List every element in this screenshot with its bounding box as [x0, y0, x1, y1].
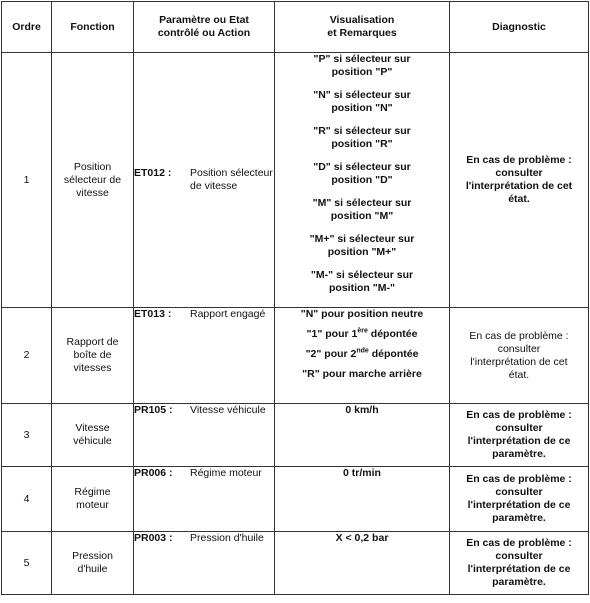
param-code: PR003 :	[134, 532, 173, 544]
vis-second-sup: nde	[356, 347, 369, 355]
header-ordre: Ordre	[2, 2, 52, 53]
param-text: Rapport engagé	[190, 308, 266, 320]
param-text: Régime moteur	[190, 467, 262, 479]
header-fonction: Fonction	[52, 2, 134, 53]
row-fonction-text: Position sélecteur de vitesse	[63, 160, 122, 199]
param-text: Vitesse véhicule	[190, 404, 266, 416]
header-diagnostic: Diagnostic	[450, 2, 589, 53]
table-row	[2, 53, 589, 308]
row-fonction	[52, 467, 134, 532]
row-diagnostic	[450, 532, 589, 595]
row-parametre	[134, 467, 275, 532]
row-diagnostic-text: En cas de problème : consulter l'interprétation de ce paramètre.	[466, 473, 572, 524]
row-visualisation	[275, 308, 450, 404]
vis-line-mplus: "M+" si sélecteur sur position "M+"	[309, 233, 415, 258]
row-parametre	[134, 532, 275, 595]
header-visualisation	[275, 2, 450, 53]
table-row	[2, 404, 589, 467]
row-fonction	[52, 308, 134, 404]
vis-first-sup: ère	[357, 327, 368, 335]
vis-line-m: "M" si sélecteur sur position "M"	[312, 197, 412, 222]
param-code: ET012 :	[134, 167, 172, 179]
row-ordre: 1	[2, 53, 52, 308]
row-diagnostic-text: En cas de problème : consulter l'interprétation de cet état.	[469, 329, 569, 381]
row-fonction-text: Régime moteur	[74, 486, 111, 511]
vis-line-d: "D" si sélecteur sur position "D"	[313, 161, 411, 186]
vis-line-n: "N" si sélecteur sur position "N"	[313, 89, 411, 114]
row-ordre: 2	[2, 308, 52, 404]
header-parametre	[134, 2, 275, 53]
row-parametre	[134, 404, 275, 467]
vis-line-p: "P" si sélecteur sur position "P"	[313, 53, 411, 78]
param-text: Position sélecteur de vitesse	[190, 167, 273, 192]
row-parametre	[134, 53, 275, 308]
vis-first-pre: "1" pour 1	[306, 328, 358, 340]
table-row	[2, 308, 589, 404]
row-visualisation: 0 tr/min	[275, 467, 450, 532]
row-ordre: 3	[2, 404, 52, 467]
header-visualisation-text: Visualisation et Remarques	[327, 14, 397, 39]
vis-line-mminus: "M-" si sélecteur sur position "M-"	[310, 269, 414, 294]
vis-line-second	[275, 348, 449, 361]
row-fonction	[52, 53, 134, 308]
diagnostic-table	[1, 1, 589, 595]
vis-line-reverse: "R" pour marche arrière	[302, 368, 422, 380]
row-diagnostic	[450, 467, 589, 532]
row-fonction-text: Rapport de boîte de vitesses	[66, 336, 119, 374]
vis-line-first	[275, 328, 449, 341]
row-visualisation	[275, 53, 450, 308]
row-fonction-text: Pression d'huile	[72, 550, 113, 575]
row-diagnostic	[450, 308, 589, 404]
header-row	[2, 2, 589, 53]
table-row	[2, 532, 589, 595]
row-ordre: 5	[2, 532, 52, 595]
vis-second-post: dépontée	[368, 348, 419, 360]
vis-line-neutre: "N" pour position neutre	[300, 308, 424, 320]
param-code: ET013 :	[134, 308, 172, 320]
row-diagnostic	[450, 404, 589, 467]
row-diagnostic	[450, 53, 589, 308]
row-fonction	[52, 404, 134, 467]
param-code: PR006 :	[134, 467, 173, 479]
row-diagnostic-text: En cas de problème : consulter l'interprétation de cet état.	[465, 154, 573, 205]
row-parametre	[134, 308, 275, 404]
vis-first-post: dépontée	[367, 328, 418, 340]
param-code: PR105 :	[134, 404, 173, 416]
vis-second-pre: "2" pour 2	[305, 348, 357, 360]
row-ordre: 4	[2, 467, 52, 532]
row-fonction-text: Vitesse véhicule	[73, 422, 112, 447]
row-visualisation: 0 km/h	[275, 404, 450, 467]
vis-line-r: "R" si sélecteur sur position "R"	[313, 125, 411, 150]
row-fonction	[52, 532, 134, 595]
row-diagnostic-text: En cas de problème : consulter l'interprétation de ce paramètre.	[466, 537, 572, 588]
row-diagnostic-text: En cas de problème : consulter l'interprétation de ce paramètre.	[466, 409, 572, 460]
table-row	[2, 467, 589, 532]
row-visualisation: X < 0,2 bar	[275, 532, 450, 595]
param-text: Pression d'huile	[190, 532, 264, 544]
header-parametre-text: Paramètre ou Etat contrôlé ou Action	[157, 14, 251, 39]
